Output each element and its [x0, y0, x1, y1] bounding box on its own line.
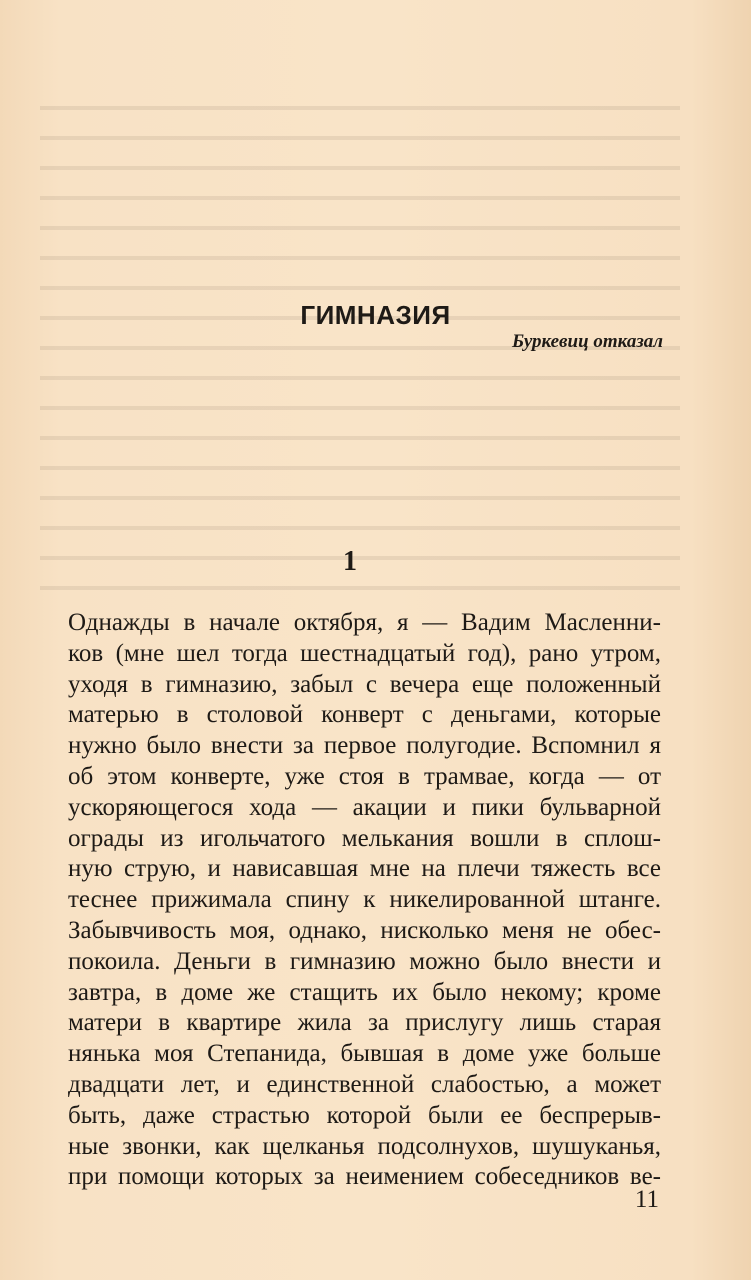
page-number: 11	[634, 1186, 659, 1213]
text-line: ные звонки, как щелканья подсолнухов, шушуканья,	[68, 1132, 661, 1160]
text-line: нужно было внести за первое полугодие. Вспомнил я	[68, 732, 661, 760]
body-text	[68, 608, 661, 1193]
text-line: ограды из игольчатого мелькания вошли в сплош-	[68, 824, 661, 852]
text-line: Однажды в начале октября, я — Вадим Масленни-	[68, 609, 661, 636]
text-line: двадцати лет, и единственной слабостью, а может	[68, 1070, 661, 1098]
text-line: уходя в гимназию, забыл с вечера еще положенный	[68, 670, 661, 698]
text-line: завтра, в доме же стащить их было некому; кроме	[68, 978, 661, 1006]
text-line: матери в квартире жила за прислугу лишь старая	[68, 1009, 661, 1037]
chapter-title: ГИМНАЗИЯ	[300, 300, 451, 330]
section-number: 1	[343, 546, 357, 577]
text-line: Забывчивость моя, однако, нисколько меня не обес-	[68, 916, 661, 944]
text-line: об этом конверте, уже стоя в трамвае, когда — от	[68, 762, 661, 790]
text-line: покоила. Деньги в гимназию можно было внести и	[68, 947, 661, 975]
text-line: ную струю, и нависавшая мне на плечи тяжесть все	[68, 855, 661, 883]
text-line: ускоряющегося хода — акации и пики бульварной	[68, 793, 661, 821]
text-line: ков (мне шел тогда шестнадцатый год), рано утром,	[68, 639, 661, 667]
text-line: матерью в столовой конверт с деньгами, которые	[68, 701, 661, 729]
text-line: нянька моя Степанида, бывшая в доме уже больше	[68, 1040, 661, 1068]
text-line: теснее прижимала спину к никелированной штанге.	[68, 886, 661, 914]
text-line: быть, даже страстью которой были ее беспрерыв-	[68, 1101, 661, 1129]
text-line: при помощи которых за неимением собеседников ве-	[68, 1163, 661, 1191]
epigraph: Буркевиц отказал	[512, 331, 663, 352]
